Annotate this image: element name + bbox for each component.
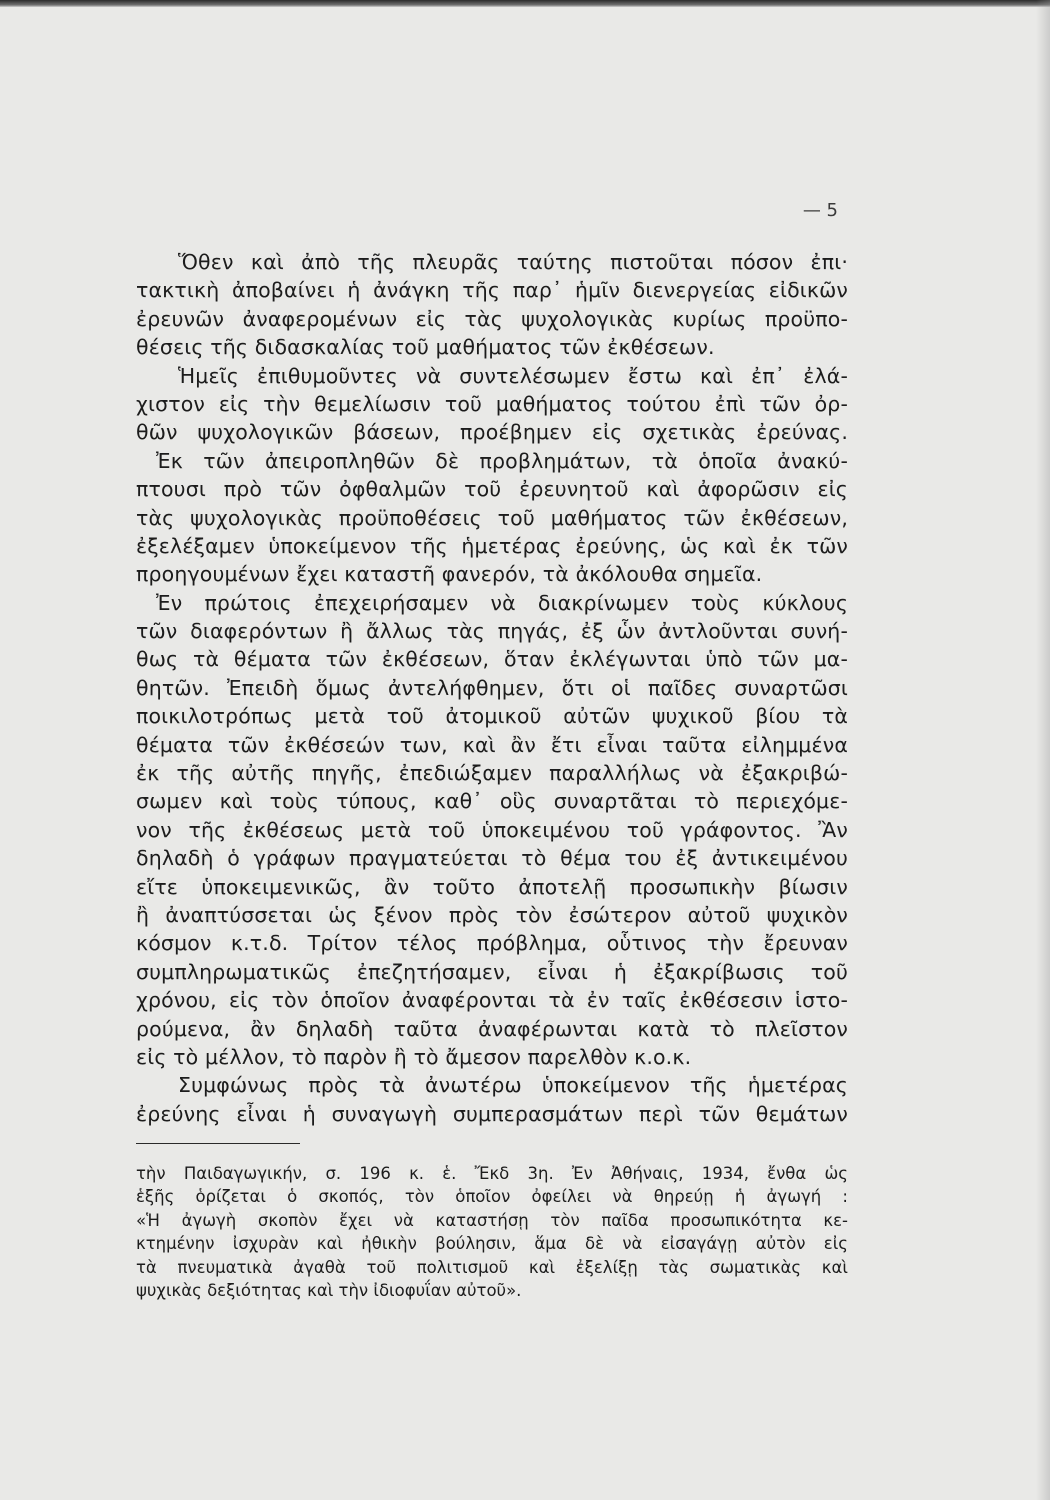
page-number: — 5: [802, 200, 838, 221]
text-line: νον τῆς ἐκθέσεως μετὰ τοῦ ὑποκειμένου τοῦ γράφοντος. Ἂν: [136, 817, 848, 842]
footnote-rule: [136, 1143, 300, 1144]
text-line: χρόνου, εἰς τὸν ὁποῖον ἀναφέρονται τὰ ἐν ταῖς ἐκθέσεσιν ἱστο-: [136, 988, 848, 1013]
text-line: θῶν ψυχολογικῶν βάσεων, προέβημεν εἰς σχετικὰς ἐρεύνας.: [136, 420, 848, 445]
text-line: ἐρεύνης εἶναι ἡ συναγωγὴ συμπερασμάτων περὶ τῶν θεμάτων: [136, 1101, 848, 1126]
text-line: ρούμενα, ἂν δηλαδὴ ταῦτα ἀναφέρωνται κατὰ τὸ πλεῖστον: [136, 1016, 848, 1041]
text-line: εἴτε ὑποκειμενικῶς, ἂν τοῦτο ἀποτελῇ προσωπικὴν βίωσιν: [136, 874, 848, 899]
footnote-line: «Ἡ ἀγωγὴ σκοπὸν ἔχει νὰ καταστήσῃ τὸν παῖδα προσωπικότητα κε-: [136, 1210, 848, 1230]
text-line: ποικιλοτρόπως μετὰ τοῦ ἀτομικοῦ αὐτῶν ψυχικοῦ βίου τὰ: [136, 704, 848, 729]
text-line: θως τὰ θέματα τῶν ἐκθέσεων, ὅταν ἐκλέγωνται ὑπὸ τῶν μα-: [136, 647, 848, 672]
footnote-line: ἑξῆς ὁρίζεται ὁ σκοπός, τὸν ὁποῖον ὀφείλει νὰ θηρεύῃ ἡ ἀγωγή :: [136, 1187, 848, 1207]
text-line: θέσεις τῆς διδασκαλίας τοῦ μαθήματος τῶν ἐκθέσεων.: [136, 335, 715, 360]
text-line: πτουσι πρὸ τῶν ὀφθαλμῶν τοῦ ἐρευνητοῦ καὶ ἀφορῶσιν εἰς: [136, 477, 848, 502]
text-line: Ἐν πρώτοις ἐπεχειρήσαμεν νὰ διακρίνωμεν τοὺς κύκλους: [156, 590, 848, 615]
text-line: Ἡμεῖς ἐπιθυμοῦντες νὰ συντελέσωμεν ἔστω καὶ ἐπ᾿ ἐλά-: [178, 363, 848, 388]
footnote-line: ψυχικὰς δεξιότητας καὶ τὴν ἰδιοφυΐαν αὐτοῦ».: [136, 1280, 522, 1300]
footnote-line: τὰ πνευματικὰ ἀγαθὰ τοῦ πολιτισμοῦ καὶ ἐξελίξῃ τὰς σωματικὰς καὶ: [136, 1257, 848, 1277]
text-line: δηλαδὴ ὁ γράφων πραγματεύεται τὸ θέμα του ἐξ ἀντικειμένου: [136, 846, 848, 871]
text-line: ἢ ἀναπτύσσεται ὡς ξένον πρὸς τὸν ἐσώτερον αὐτοῦ ψυχικὸν: [136, 902, 848, 927]
text-line: χιστον εἰς τὴν θεμελίωσιν τοῦ μαθήματος τούτου ἐπὶ τῶν ὀρ-: [136, 391, 848, 416]
text-line: ἐκ τῆς αὐτῆς πηγῆς, ἐπεδιώξαμεν παραλλήλως νὰ ἐξακριβώ-: [136, 761, 848, 786]
text-line: σωμεν καὶ τοὺς τύπους, καθ᾿ οὓς συναρτᾶται τὸ περιεχόμε-: [136, 789, 848, 814]
text-line: ἐρευνῶν ἀναφερομένων εἰς τὰς ψυχολογικὰς κυρίως προϋπο-: [136, 306, 848, 331]
text-line: Ἐκ τῶν ἀπειροπληθῶν δὲ προβλημάτων, τὰ ὁποῖα ἀνακύ-: [156, 448, 848, 473]
text-line: συμπληρωματικῶς ἐπεζητήσαμεν, εἶναι ἡ ἐξακρίβωσις τοῦ: [136, 959, 848, 984]
body-text: [136, 248, 848, 1128]
footnote-line: κτημένην ἰσχυρὰν καὶ ἠθικὴν βούλησιν, ἅμα δὲ νὰ εἰσαγάγῃ αὐτὸν εἰς: [136, 1234, 848, 1254]
text-line: προηγουμένων ἔχει καταστῆ φανερόν, τὰ ἀκόλουθα σημεῖα.: [136, 562, 763, 587]
text-line: τῶν διαφερόντων ἢ ἄλλως τὰς πηγάς, ἐξ ὧν ἀντλοῦνται συνή-: [136, 619, 848, 644]
scan-top-edge: [0, 0, 1050, 7]
text-line: εἰς τὸ μέλλον, τὸ παρὸν ἢ τὸ ἄμεσον παρελθὸν κ.ο.κ.: [136, 1044, 692, 1069]
text-line: θητῶν. Ἐπειδὴ ὅμως ἀντελήφθημεν, ὅτι οἱ παῖδες συναρτῶσι: [136, 675, 848, 700]
text-line: ἐξελέξαμεν ὑποκείμενον τῆς ἡμετέρας ἐρεύνης, ὡς καὶ ἐκ τῶν: [136, 533, 848, 558]
footnote: [136, 1162, 848, 1302]
footnote-line: τὴν Παιδαγωγικήν, σ. 196 κ. ἑ. Ἔκδ 3η. Ἐν Ἀθήναις, 1934, ἔνθα ὡς: [136, 1164, 848, 1183]
text-line: Συμφώνως πρὸς τὰ ἀνωτέρω ὑποκείμενον τῆς ἡμετέρας: [178, 1073, 848, 1098]
text-line: τακτικὴ ἀποβαίνει ἡ ἀνάγκη τῆς παρ᾿ ἡμῖν διενεργείας εἰδικῶν: [136, 278, 848, 303]
scan-right-shadow: [1036, 0, 1050, 1500]
text-line: Ὅθεν καὶ ἀπὸ τῆς πλευρᾶς ταύτης πιστοῦται πόσον ἐπι·: [178, 250, 848, 274]
text-line: τὰς ψυχολογικὰς προϋποθέσεις τοῦ μαθήματος τῶν ἐκθέσεων,: [136, 505, 848, 530]
text-line: θέματα τῶν ἐκθέσεών των, καὶ ἂν ἔτι εἶναι ταῦτα εἰλημμένα: [136, 732, 848, 757]
text-line: κόσμον κ.τ.δ. Τρίτον τέλος πρόβλημα, οὗτινος τὴν ἔρευναν: [136, 931, 848, 956]
